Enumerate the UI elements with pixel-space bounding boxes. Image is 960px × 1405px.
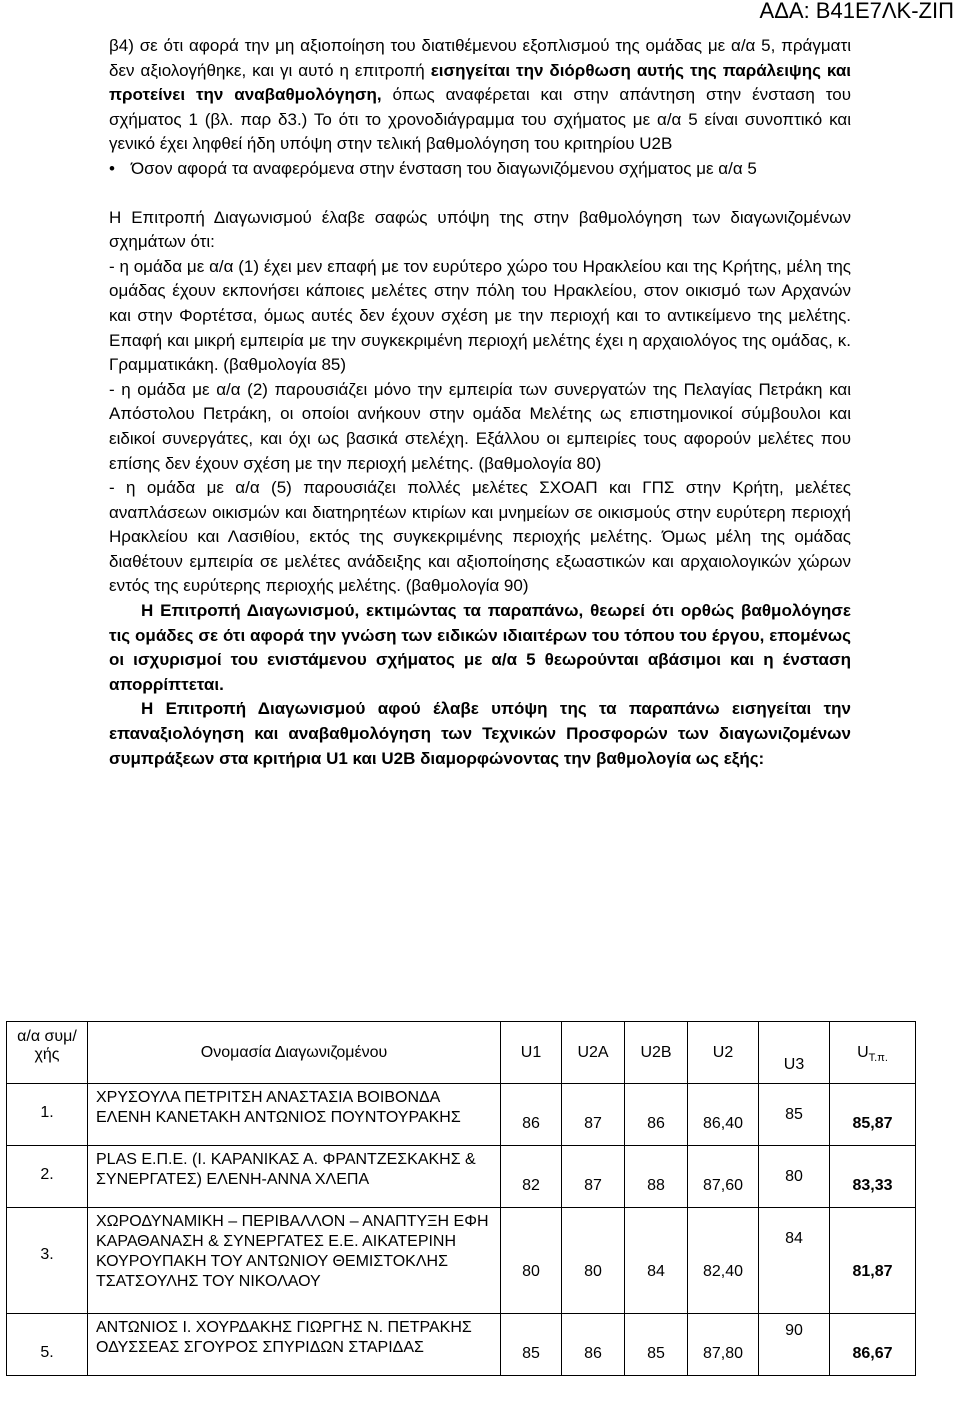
row-num: 2.: [7, 1146, 88, 1208]
row-ut: 83,33: [830, 1146, 916, 1208]
table-row: [7, 1208, 916, 1314]
header-num: α/α συμ/χής: [7, 1022, 88, 1084]
ada-code: ΑΔΑ: Β41Ε7ΛΚ-ΖΙΠ: [759, 0, 954, 23]
paragraph-committee: Η Επιτροπή Διαγωνισμού έλαβε σαφώς υπόψη της στην βαθμολόγηση των διαγωνιζομένων σχημάτων ότι:: [109, 207, 851, 252]
header-u3: U3: [759, 1022, 830, 1084]
row-u2: 87,60: [688, 1146, 759, 1208]
row-u3: 80: [759, 1146, 830, 1208]
row-u2: 82,40: [688, 1208, 759, 1314]
row-u2b: 86: [625, 1084, 688, 1146]
header-ut-main: U: [857, 1044, 869, 1061]
scores-table: [6, 1021, 916, 1376]
row-u1: 82: [501, 1146, 562, 1208]
bullet-icon: •: [109, 158, 115, 178]
row-name: PLAS Ε.Π.Ε. (Ι. ΚΑΡΑΝΙΚΑΣ Α. ΦΡΑΝΤΖΕΣΚΑΚΗΣ & ΣΥΝΕΡΓΑΤΕΣ) ΕΛΕΝΗ-ΑΝΝΑ ΧΛΕΠΑ: [88, 1146, 501, 1208]
row-ut: 85,87: [830, 1084, 916, 1146]
row-num: 1.: [7, 1084, 88, 1146]
paragraph-conclusion: Η Επιτροπή Διαγωνισμού, εκτιμώντας τα παραπάνω, θεωρεί ότι ορθώς βαθμολόγησε τις ομάδες σε ότι αφορά την γνώση των ειδικών ιδιαιτέρων του τόπου του έργου, επομένως οι ισχυρισμοί του ενιστάμενου σχήματος με α/α 5 θεωρούνται αβάσιμοι και η ένσταση απορρίπτεται.: [109, 601, 851, 694]
header-u2: U2: [688, 1022, 759, 1084]
document-body: [109, 34, 851, 771]
row-u2b: 85: [625, 1314, 688, 1376]
paragraph-b4: [109, 34, 851, 157]
row-u2a: 87: [562, 1146, 625, 1208]
row-ut: 81,87: [830, 1208, 916, 1314]
paragraph-reassessment: Η Επιτροπή Διαγωνισμού αφού έλαβε υπόψη της τα παραπάνω εισηγείται την επαναξιολόγηση και αναβαθμολόγηση των Τεχνικών Προσφορών των διαγωνιζομένων συμπράξεων στα κριτήρια U1 και U2B διαμορφώνοντας την βαθμολογία ως εξής:: [109, 699, 851, 768]
p1-text: β4) σε ότι αφορά την μη αξιοποίηση του διατιθέμενου εξοπλισμού της ομάδας με α/α 5, πράγματι δεν αξιολογήθηκε, και γι αυτό η επιτροπή: [109, 36, 851, 80]
row-u1: 85: [501, 1314, 562, 1376]
row-u2: 87,80: [688, 1314, 759, 1376]
table-row: [7, 1146, 916, 1208]
p1-bold: εισηγείται την διόρθωση αυτής της παράλειψης και προτείνει την αναβαθμολόγηση,: [109, 60, 851, 105]
paragraph-team-1: - η ομάδα με α/α (1) έχει μεν επαφή με τον ευρύτερο χώρο του Ηρακλείου και της Κρήτης, μέλη της ομάδας έχουν εκπονήσει κάποιες μελέτες στην πόλη του Ηρακλείου, στον οικισμό των Αρχανών και στην Φορτέτσα, όμως αυτές δεν έχουν σχέση με την περιοχή και το αντικείμενο της μελέτης. Επαφή και μικρή εμπειρία με την συγκεκριμένη περιοχή μελέτης έχει η αρχαιολόγος της ομάδας, κ. Γραμματικάκη. (βαθμολογία 85): [109, 256, 851, 375]
row-u1: 86: [501, 1084, 562, 1146]
p1-text-end: όπως αναφέρεται και στην απάντηση στην ένσταση του σχήματος 1 (βλ. παρ δ3.) Το ότι το χρονοδιάγραμμα του σχήματος με α/α 5 είναι συνοπτικό και γενικό έχει ληφθεί ήδη υπόψη στην τελική βαθμολόγηση του κριτηρίου U2B: [109, 85, 851, 154]
row-ut: 86,67: [830, 1314, 916, 1376]
row-name: ΧΡΥΣΟΥΛΑ ΠΕΤΡΙΤΣΗ ΑΝΑΣΤΑΣΙΑ ΒΟΙΒΟΝΔΑ ΕΛΕΝΗ ΚΑΝΕΤΑΚΗ ΑΝΤΩΝΙΟΣ ΠΟΥΝΤΟΥΡΑΚΗΣ: [88, 1084, 501, 1146]
bullet-text: Όσον αφορά τα αναφερόμενα στην ένσταση του διαγωνιζόμενου σχήματος με α/α 5: [131, 158, 757, 178]
row-u2a: 86: [562, 1314, 625, 1376]
row-name: ΑΝΤΩΝΙΟΣ Ι. ΧΟΥΡΔΑΚΗΣ ΓΙΩΡΓΗΣ Ν. ΠΕΤΡΑΚΗΣ ΟΔΥΣΣΕΑΣ ΣΓΟΥΡΟΣ ΣΠΥΡΙΔΩΝ ΣΤΑΡΙΔΑΣ: [88, 1314, 501, 1376]
table-header-row: [7, 1022, 916, 1084]
row-u1: 80: [501, 1208, 562, 1314]
header-name: Ονομασία Διαγωνιζομένου: [88, 1022, 501, 1084]
header-u2a: U2A: [562, 1022, 625, 1084]
row-u2b: 84: [625, 1208, 688, 1314]
row-num: 3.: [7, 1208, 88, 1314]
row-u3: 85: [759, 1084, 830, 1146]
row-u2a: 87: [562, 1084, 625, 1146]
header-u1: U1: [501, 1022, 562, 1084]
row-name: ΧΩΡΟΔΥΝΑΜΙΚΗ – ΠΕΡΙΒΑΛΛΟΝ – ΑΝΑΠΤΥΞΗ ΕΦΗ ΚΑΡΑΘΑΝΑΣΗ & ΣΥΝΕΡΓΑΤΕΣ Ε.Ε. ΑΙΚΑΤΕΡΙΝΗ ΚΟΥΡΟΥΠΑΚΗ ΤΟΥ ΑΝΤΩΝΙΟΥ ΘΕΜΙΣΤΟΚΛΗΣ ΤΣΑΤΣΟΥΛΗΣ ΤΟΥ ΝΙΚΟΛΑΟΥ: [88, 1208, 501, 1314]
row-num: 5.: [7, 1314, 88, 1376]
row-u2: 86,40: [688, 1084, 759, 1146]
row-u3: 90: [759, 1314, 830, 1376]
row-u2a: 80: [562, 1208, 625, 1314]
row-u3: 84: [759, 1208, 830, 1314]
header-ut-sub: Τ.π.: [868, 1052, 888, 1065]
header-ut: [830, 1022, 916, 1084]
row-u2b: 88: [625, 1146, 688, 1208]
paragraph-team-2: - η ομάδα με α/α (2) παρουσιάζει μόνο την εμπειρία των συνεργατών της Πελαγίας Πετράκη και Απόστολου Πετράκη, οι οποίοι ανήκουν στην ομάδα Μελέτης ως επιστημονικοί σύμβουλοι και ειδικοί συνεργάτες, και όχι ως βασικά στελέχη. Εξάλλου οι εμπειρίες τους αφορούν μελέτες που επίσης δεν έχουν σχέση με την περιοχή μελέτης. (βαθμολογία 80): [109, 379, 851, 473]
header-u2b: U2B: [625, 1022, 688, 1084]
paragraph-team-5: - η ομάδα με α/α (5) παρουσιάζει πολλές μελέτες ΣΧΟΑΠ και ΓΠΣ στην Κρήτη, μελέτες αναπλάσεων οικισμών και διατηρητέων κτιρίων και μνημείων σε οικισμούς στην ευρύτερη περιοχή Ηρακλείου και Λασιθίου, εκτός της συγκεκριμένης περιοχής μελέτης. Όμως μέλη της ομάδας διαθέτουν εμπειρία σε μελέτες ανάδειξης και αξιοποίησης εξωαστικών και αρχαιολογικών χώρων εντός της ευρύτερης περιοχής μελέτης. (βαθμολογία 90): [109, 478, 851, 596]
bullet-item: [109, 157, 851, 182]
table-row: [7, 1084, 916, 1146]
table-row: [7, 1314, 916, 1376]
